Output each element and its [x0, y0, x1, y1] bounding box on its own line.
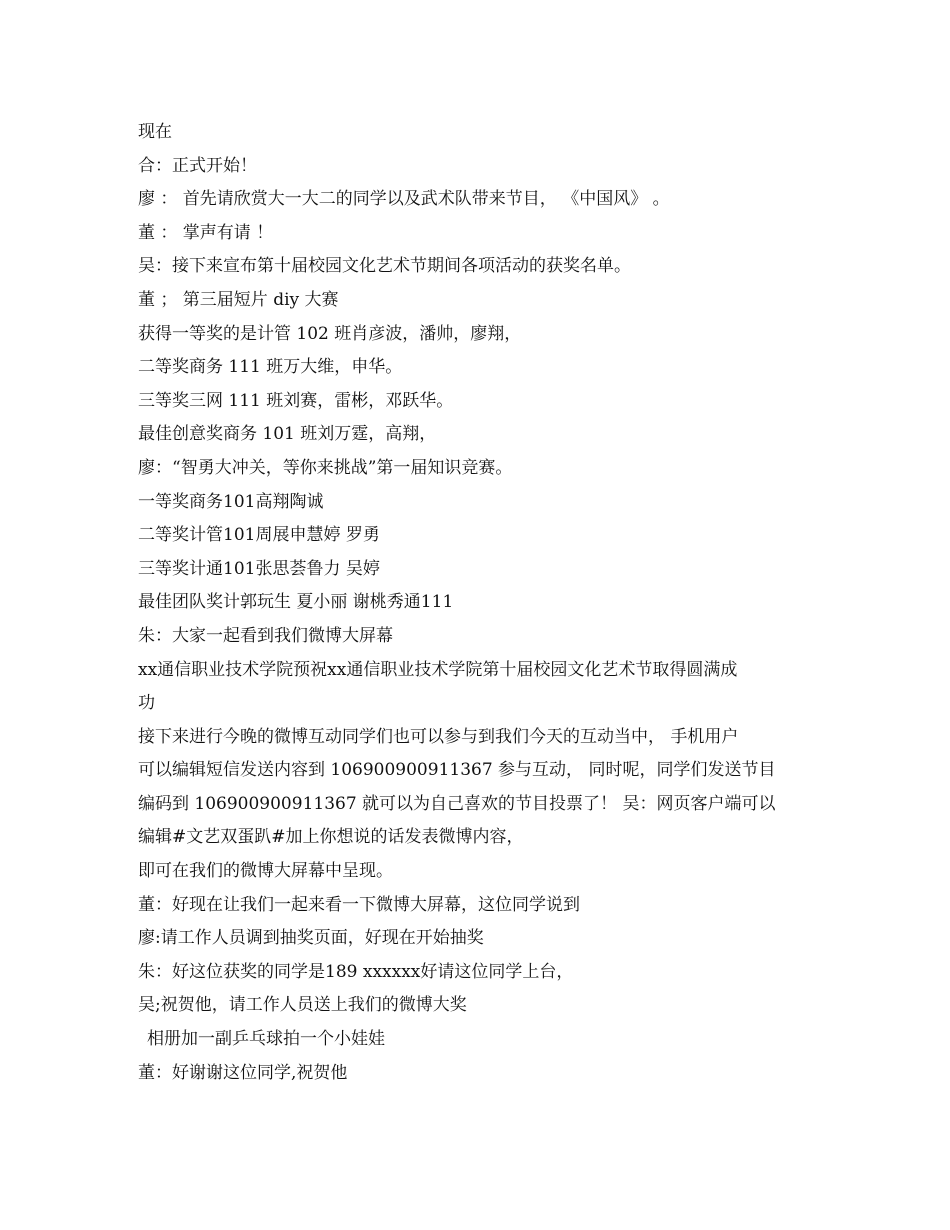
text-line: 编辑#文艺双蛋趴#加上你想说的话发表微博内容，	[138, 827, 524, 848]
text-line: 三等奖三网 111 班刘赛，雷彬，邓跃华。	[138, 390, 454, 411]
text-line: 相册加一副乒乓球拍一个小娃娃	[147, 1029, 385, 1050]
text-line: 最佳团队奖计郭玩生 夏小丽 谢桃秀通111	[138, 592, 454, 613]
text-line: 最佳创意奖商务 101 班刘万霆，高翔，	[138, 424, 437, 445]
text-line: 朱：好这位获奖的同学是189 xxxxxx好请这位同学上台，	[138, 961, 574, 982]
text-line: 朱：大家一起看到我们微博大屏幕	[138, 625, 393, 646]
text-line: 董 ： 掌声有请 ！	[138, 222, 274, 243]
text-line: 吴;祝贺他，请工作人员送上我们的微博大奖	[138, 995, 467, 1016]
text-line: 董 ； 第三届短片 diy 大赛	[138, 289, 339, 310]
text-line: 功	[138, 693, 155, 714]
text-line: 廖 ： 首先请欣赏大一大二的同学以及武术队带来节目， 《中国风》 。	[138, 189, 670, 210]
text-line: 吴：接下来宣布第十届校园文化艺术节期间各项活动的获奖名单。	[138, 256, 631, 277]
text-line: 合：正式开始！	[138, 155, 257, 176]
text-line: 获得一等奖的是计管 102 班肖彦波，潘帅，廖翔，	[138, 323, 522, 344]
text-line: 董：好现在让我们一起来看一下微博大屏幕，这位同学说到	[138, 894, 580, 915]
text-line: 二等奖计管101周展申慧婷 罗勇	[138, 525, 380, 546]
text-line: 董：好谢谢这位同学,祝贺他	[138, 1062, 348, 1083]
text-line: 编码到 106900900911367 就可以为自己喜欢的节目投票了！ 吴：网页客户端可以	[138, 793, 776, 814]
text-line: 廖:请工作人员调到抽奖页面，好现在开始抽奖	[138, 928, 484, 949]
text-line: 可以编辑短信发送内容到 106900900911367 参与互动， 同时呢，同学们发送节目	[138, 760, 776, 781]
text-line: 一等奖商务101高翔陶诚	[138, 491, 324, 512]
text-line: 即可在我们的微博大屏幕中呈现。	[138, 861, 393, 882]
text-line: 三等奖计通101张思荟鲁力 吴婷	[138, 558, 380, 579]
text-line: 二等奖商务 111 班万大维，申华。	[138, 357, 403, 378]
text-line: 现在	[138, 122, 172, 142]
document-body	[138, 116, 823, 1090]
text-line: xx通信职业技术学院预祝xx通信职业技术学院第十届校园文化艺术节取得圆满成	[138, 659, 738, 680]
text-line: 廖：“智勇大冲关，等你来挑战”第一届知识竞赛。	[138, 457, 513, 478]
text-line: 接下来进行今晚的微博互动同学们也可以参与到我们今天的互动当中， 手机用户	[138, 726, 739, 747]
